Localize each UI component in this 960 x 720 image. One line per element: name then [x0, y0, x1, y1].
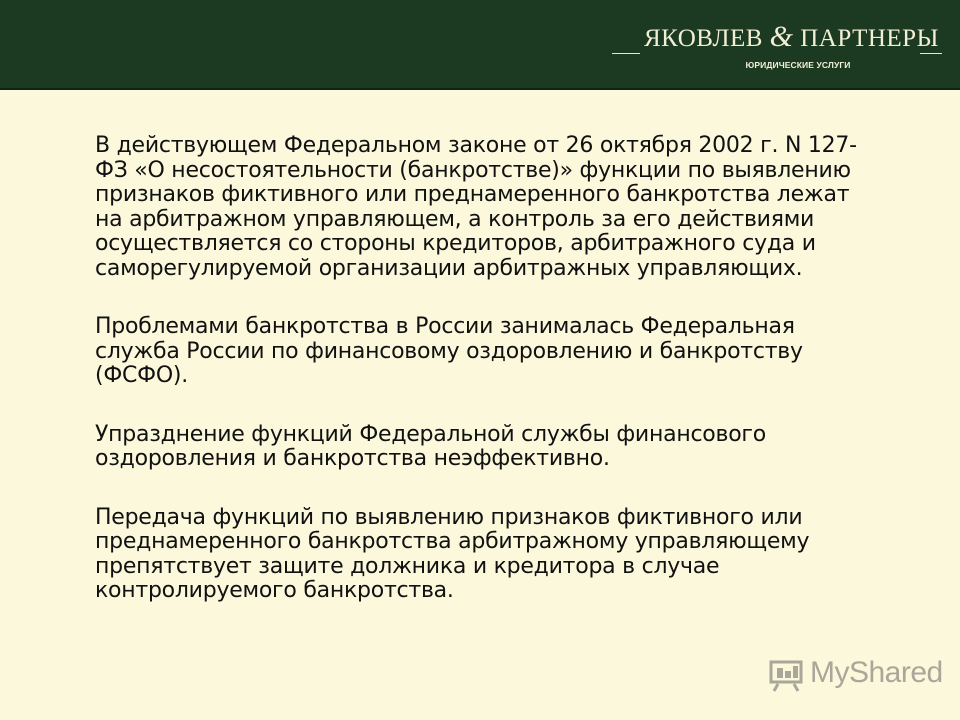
presentation-board-icon	[768, 658, 804, 696]
watermark-text: MyShared	[810, 656, 943, 689]
brand-name-part1: ЯКОВЛЕВ	[644, 25, 763, 52]
watermark	[768, 656, 943, 696]
paragraph-law: В действующем Федеральном законе от 26 октября 2002 г. N 127-ФЗ «О несостоятельности (банкротстве)» функции по выявлению признаков фиктивного или преднамеренного банкротства лежат на арбитражном управляющем, а контроль за его действиями осуществляется со стороны кредиторов, арбитражного суда и саморегулируемой организации арбитражных управляющих.	[95, 133, 857, 281]
header-banner	[0, 0, 960, 90]
brand-logo	[612, 20, 942, 80]
brand-ampersand: &	[769, 20, 794, 53]
brand-line-right	[920, 53, 942, 54]
brand-name-part2: ПАРТНЕРЫ	[800, 25, 939, 52]
brand-subtitle: ЮРИДИЧЕСКИЕ УСЛУГИ	[745, 60, 851, 70]
brand-line-left	[612, 53, 640, 54]
brand-name	[644, 20, 939, 54]
slide-body	[95, 134, 875, 638]
paragraph-fsfo: Проблемами банкротства в России занималась Федеральная служба России по финансовому оздоровлению и банкротству (ФСФО).	[95, 314, 803, 388]
paragraph-transfer: Передача функций по выявлению признаков фиктивного или преднамеренного банкротства арбитражному управляющему препятствует защите должника и кредитора в случае контролируемого банкротства.	[95, 504, 810, 603]
paragraph-abolition: Упразднение функций Федеральной службы финансового оздоровления и банкротства неэффективно.	[95, 421, 766, 471]
